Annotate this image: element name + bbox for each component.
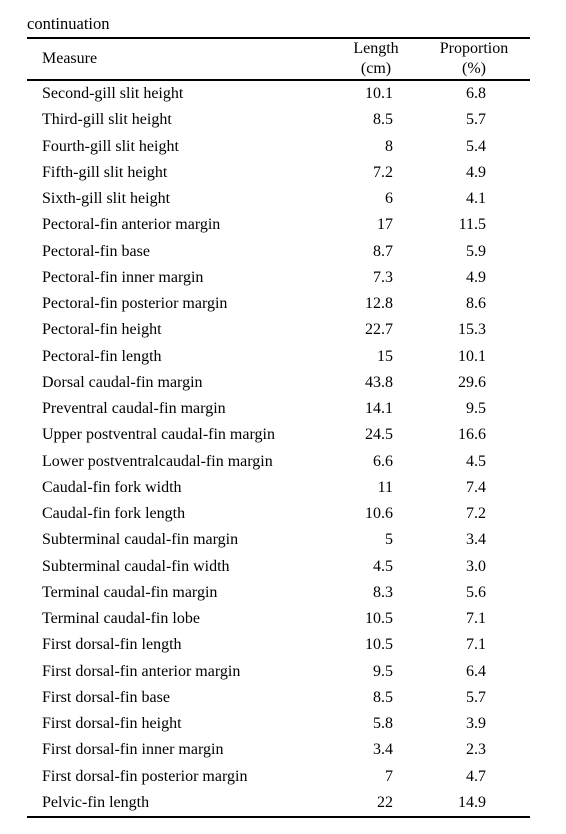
table-row	[0, 422, 566, 448]
cell-measure: Subterminal caudal-fin margin	[42, 531, 239, 549]
cell-proportion: 15.3	[458, 321, 486, 339]
table-row	[0, 737, 566, 763]
table-row	[0, 396, 566, 422]
table-row	[0, 212, 566, 238]
cell-length: 43.8	[365, 373, 393, 391]
cell-proportion: 4.1	[466, 190, 486, 207]
cell-length: 10.5	[365, 636, 393, 654]
cell-measure: Preventral caudal-fin margin	[42, 400, 226, 417]
table-row	[0, 790, 566, 816]
cell-length: 11	[377, 478, 393, 496]
cell-measure: Pectoral-fin posterior margin	[42, 295, 228, 312]
cell-proportion: 4.9	[466, 268, 486, 286]
cell-measure: Pectoral-fin base	[42, 242, 150, 260]
table-row	[0, 449, 566, 475]
cell-proportion: 4.5	[466, 452, 486, 470]
cell-proportion: 5.7	[466, 688, 486, 706]
header-length-label: Length	[353, 40, 399, 57]
cell-proportion: 2.3	[466, 741, 486, 759]
header-proportion	[424, 39, 524, 79]
table-row	[0, 501, 566, 527]
table-caption: continuation	[27, 14, 110, 33]
cell-proportion: 6.8	[466, 85, 486, 102]
table-row	[0, 370, 566, 396]
cell-measure: Fourth-gill slit height	[42, 137, 179, 155]
cell-length: 7	[385, 767, 393, 785]
cell-measure: Caudal-fin fork length	[42, 505, 186, 522]
header-length	[340, 39, 412, 79]
cell-length: 9.5	[373, 662, 393, 680]
table-body	[0, 81, 566, 816]
table-row	[0, 554, 566, 580]
cell-proportion: 7.2	[466, 505, 486, 522]
table-row	[0, 265, 566, 291]
cell-proportion: 29.6	[458, 373, 486, 391]
cell-measure: Terminal caudal-fin margin	[42, 583, 218, 601]
cell-measure: Caudal-fin fork width	[42, 478, 182, 496]
table-row	[0, 606, 566, 632]
cell-proportion: 5.4	[466, 137, 486, 155]
cell-length: 6.6	[373, 452, 393, 470]
cell-length: 7.3	[373, 268, 393, 286]
cell-length: 15	[377, 347, 393, 365]
cell-length: 8.3	[373, 583, 393, 601]
table-row	[0, 239, 566, 265]
cell-measure: First dorsal-fin posterior margin	[42, 767, 248, 785]
table-row	[0, 317, 566, 343]
cell-length: 10.6	[365, 505, 393, 522]
cell-proportion: 5.9	[466, 242, 486, 260]
table-row	[0, 81, 566, 107]
cell-length: 17	[377, 216, 393, 234]
cell-measure: Dorsal caudal-fin margin	[42, 373, 203, 391]
cell-proportion: 3.4	[466, 531, 486, 549]
cell-measure: Upper postventral caudal-fin margin	[42, 426, 275, 444]
cell-proportion: 16.6	[458, 426, 486, 444]
cell-measure: Pectoral-fin anterior margin	[42, 216, 221, 234]
table-row	[0, 186, 566, 212]
cell-measure: First dorsal-fin length	[42, 636, 182, 654]
cell-length: 10.1	[365, 85, 393, 102]
cell-proportion: 7.1	[466, 636, 486, 654]
cell-proportion: 5.7	[466, 111, 486, 129]
cell-measure: Second-gill slit height	[42, 85, 184, 102]
cell-length: 8	[385, 137, 393, 155]
cell-length: 5	[385, 531, 393, 549]
cell-proportion: 3.9	[466, 715, 486, 732]
table-row	[0, 134, 566, 160]
cell-length: 22	[377, 793, 393, 811]
cell-measure: First dorsal-fin base	[42, 688, 170, 706]
cell-measure: Pectoral-fin inner margin	[42, 268, 204, 286]
cell-proportion: 10.1	[458, 347, 486, 365]
cell-measure: Pectoral-fin height	[42, 321, 162, 339]
cell-proportion: 7.1	[466, 610, 486, 627]
header-length-unit: (cm)	[360, 60, 392, 77]
cell-measure: Third-gill slit height	[42, 111, 172, 129]
cell-proportion: 14.9	[458, 793, 486, 811]
cell-length: 3.4	[373, 741, 393, 759]
cell-measure: First dorsal-fin anterior margin	[42, 662, 241, 680]
cell-proportion: 8.6	[466, 295, 486, 312]
cell-length: 8.5	[373, 111, 393, 129]
cell-measure: Fifth-gill slit height	[42, 163, 168, 181]
cell-proportion: 5.6	[466, 583, 486, 601]
table-row	[0, 291, 566, 317]
cell-measure: First dorsal-fin height	[42, 715, 182, 732]
cell-length: 14.1	[365, 400, 393, 417]
table-row	[0, 475, 566, 501]
cell-measure: Subterminal caudal-fin width	[42, 557, 230, 575]
cell-length: 8.7	[373, 242, 393, 260]
table-row	[0, 580, 566, 606]
cell-measure: Terminal caudal-fin lobe	[42, 610, 200, 627]
table-row	[0, 160, 566, 186]
cell-length: 6	[385, 190, 393, 207]
cell-measure: Pectoral-fin length	[42, 347, 162, 365]
cell-length: 24.5	[365, 426, 393, 444]
table-row	[0, 685, 566, 711]
cell-proportion: 11.5	[458, 216, 486, 234]
cell-length: 7.2	[373, 163, 393, 181]
cell-proportion: 3.0	[466, 557, 486, 575]
table-row	[0, 764, 566, 790]
cell-proportion: 4.9	[466, 163, 486, 181]
cell-measure: Lower postventralcaudal-fin margin	[42, 452, 273, 470]
cell-measure: First dorsal-fin inner margin	[42, 741, 224, 759]
table-header	[0, 38, 566, 79]
cell-length: 5.8	[373, 715, 393, 732]
table-row	[0, 632, 566, 658]
table-row	[0, 344, 566, 370]
table-row	[0, 711, 566, 737]
cell-measure: Sixth-gill slit height	[42, 190, 171, 207]
table-bottom-rule	[27, 816, 530, 818]
cell-proportion: 4.7	[466, 767, 486, 785]
cell-length: 22.7	[365, 321, 393, 339]
header-proportion-label: Proportion	[439, 40, 509, 57]
cell-measure: Pelvic-fin length	[42, 793, 150, 811]
cell-length: 12.8	[365, 295, 393, 312]
cell-length: 10.5	[365, 610, 393, 627]
cell-proportion: 7.4	[466, 478, 486, 496]
header-proportion-unit: (%)	[462, 60, 486, 77]
cell-length: 8.5	[373, 688, 393, 706]
cell-proportion: 9.5	[466, 400, 486, 417]
table-row	[0, 527, 566, 553]
cell-proportion: 6.4	[466, 662, 486, 680]
table-row	[0, 107, 566, 133]
cell-length: 4.5	[373, 557, 393, 575]
table-row	[0, 659, 566, 685]
header-measure: Measure	[42, 50, 98, 67]
